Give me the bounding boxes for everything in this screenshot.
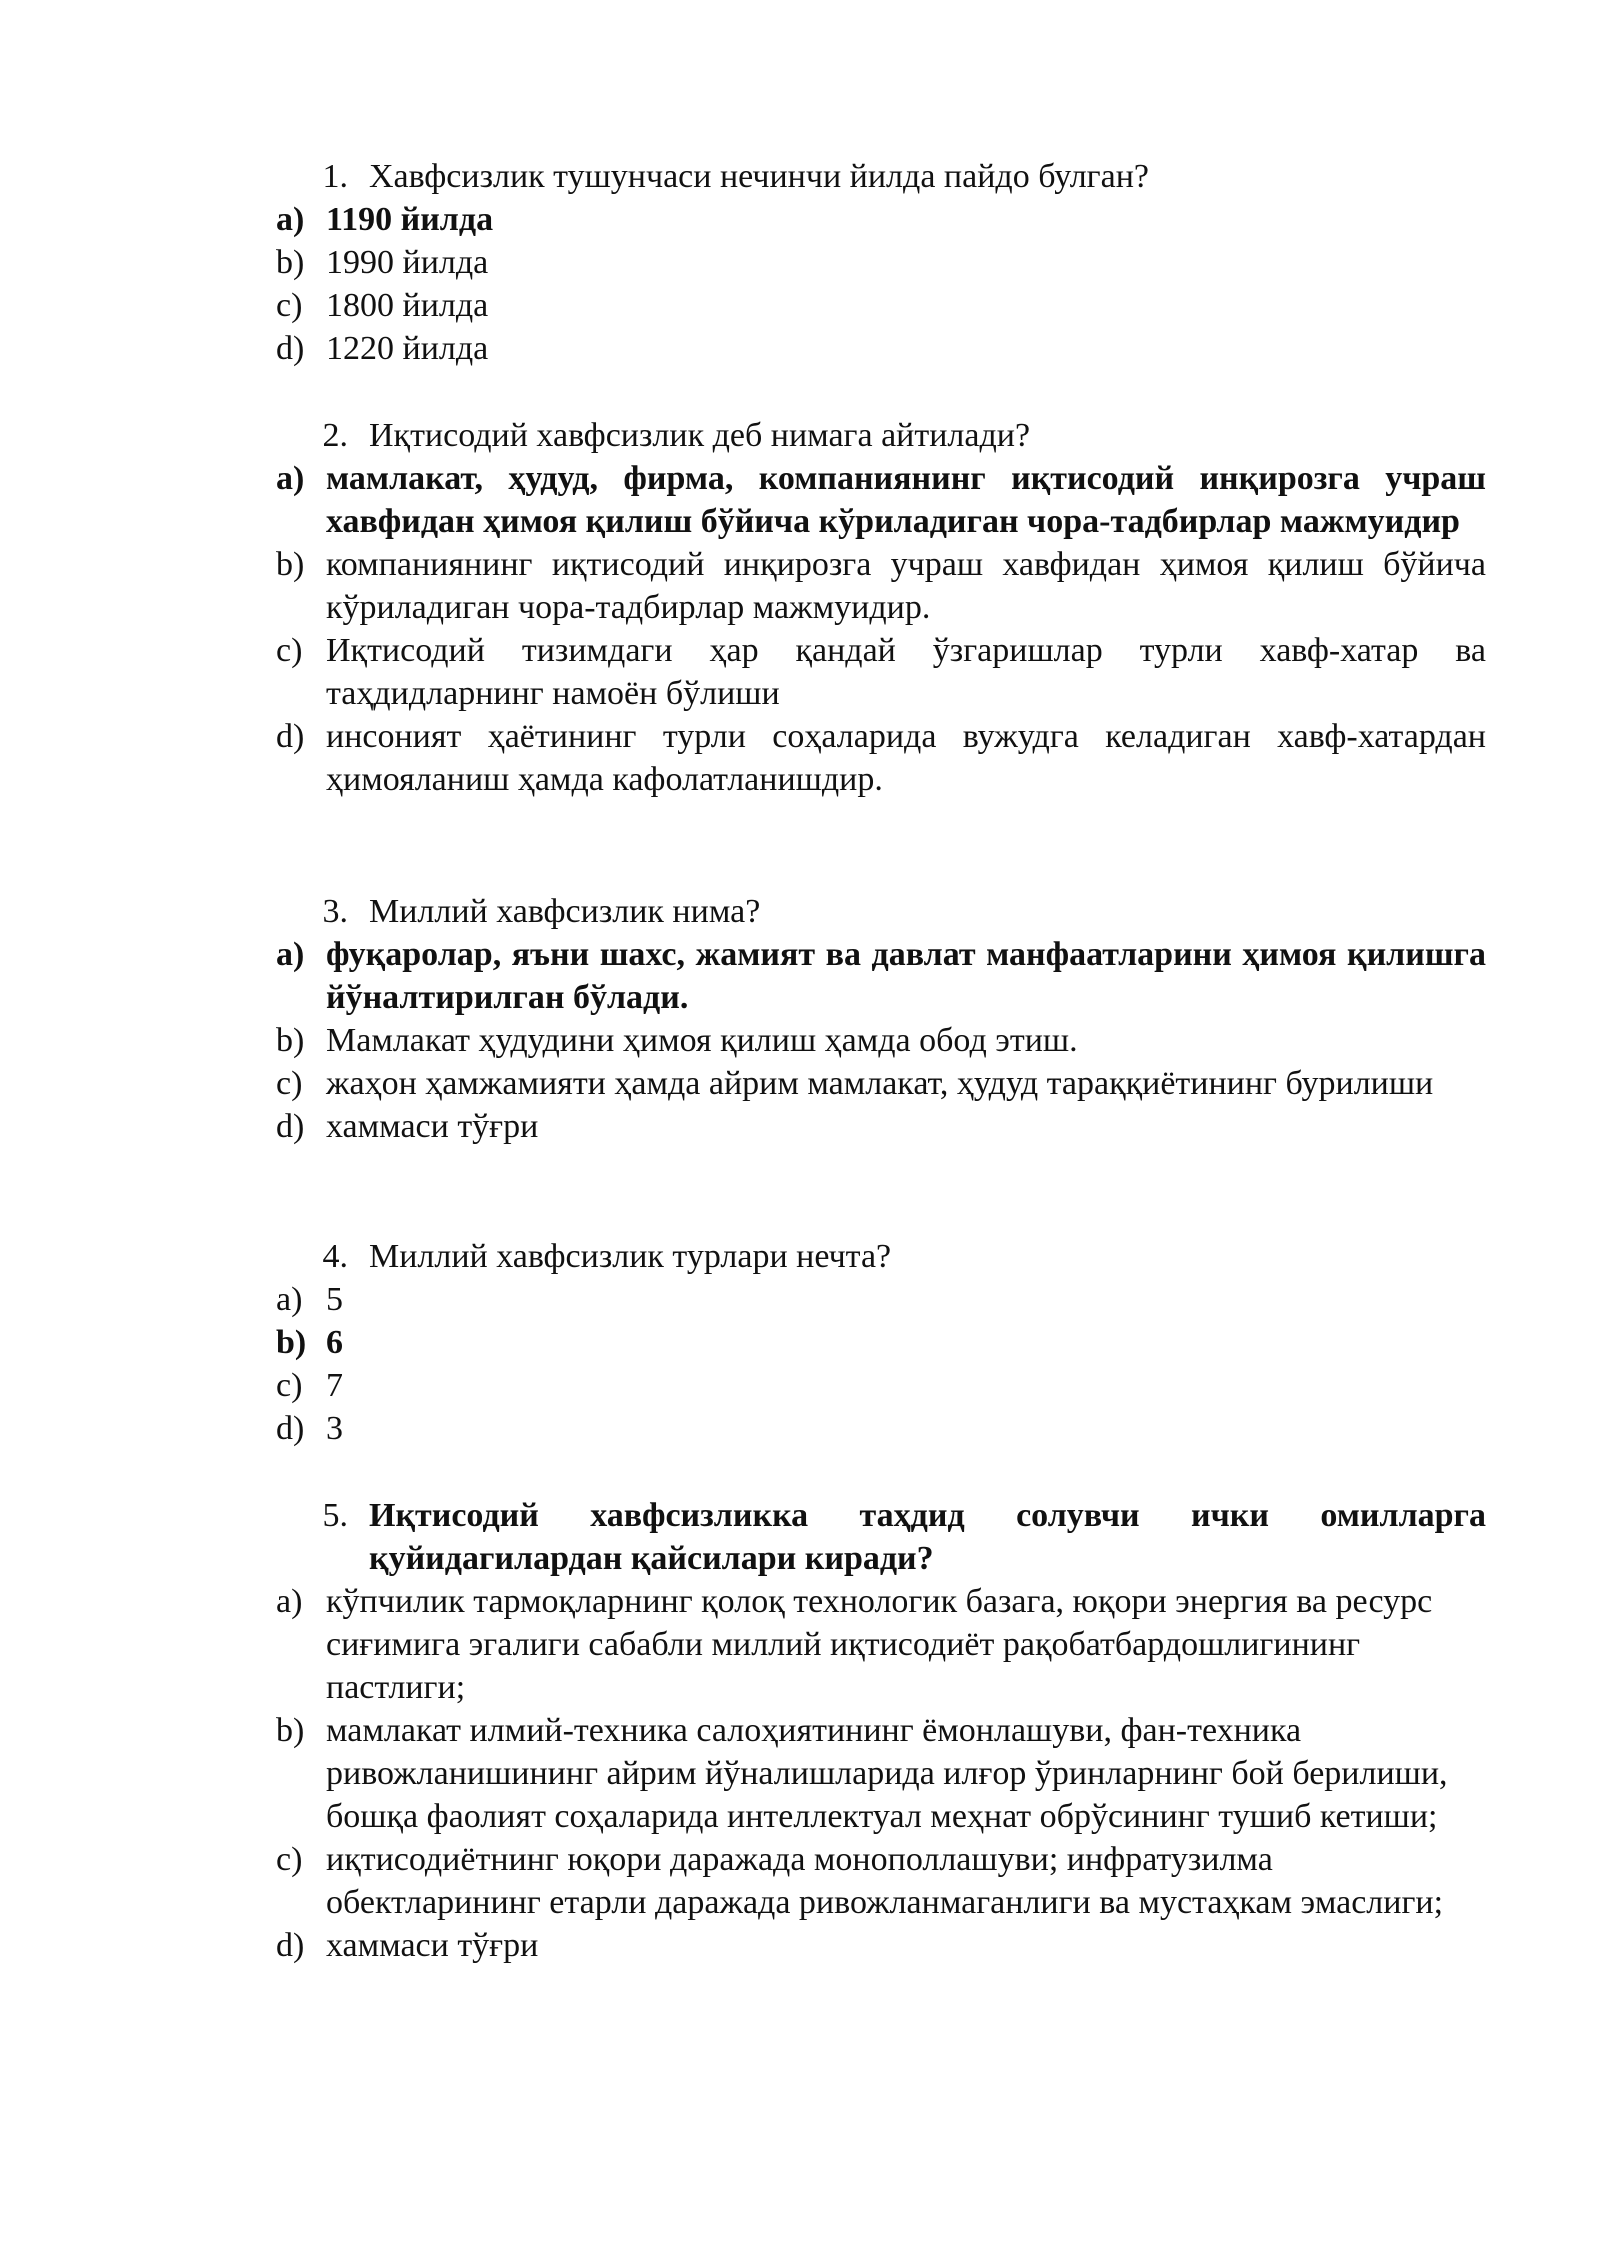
question-text: Иқтисодий хавфсизликка таҳдид солувчи ички омилларга қуйидагилардан қайсилари киради? — [369, 1497, 1486, 1577]
options-list-3 — [276, 933, 1486, 1148]
question-number: 5. — [322, 1497, 348, 1534]
option-b — [276, 543, 1486, 629]
option-a — [276, 457, 1486, 543]
option-label: a) — [276, 936, 305, 973]
option-label: b) — [276, 244, 305, 281]
option-b — [276, 1019, 1486, 1062]
options-list-2 — [276, 457, 1486, 801]
option-text: инсоният ҳаётининг турли соҳаларида вужудга келадиган хавф-хатардан ҳимояланиш ҳамда кафолатланишдир. — [326, 718, 1486, 798]
question-number: 4. — [322, 1238, 348, 1275]
option-c — [276, 284, 1486, 327]
options-list-5 — [276, 1580, 1486, 1967]
question-text: Иқтисодий хавфсизлик деб нимага айтилади? — [369, 417, 1031, 454]
option-text: 1800 йилда — [326, 287, 489, 324]
question-4 — [322, 1235, 1486, 1278]
option-d — [276, 1105, 1486, 1148]
option-text: хаммаси тўғри — [326, 1927, 539, 1964]
option-text: 5 — [326, 1281, 343, 1318]
option-d — [276, 327, 1486, 370]
option-label: c) — [276, 287, 303, 324]
option-text: 3 — [326, 1410, 343, 1447]
option-b — [276, 241, 1486, 284]
question-1 — [322, 155, 1486, 198]
option-label: c) — [276, 1065, 303, 1102]
option-text: иқтисодиётнинг юқори даражада монополлашуви; инфратузилма обектларининг етарли даражада ривожланмаганлиги ва мустаҳкам эмаслиги; — [326, 1841, 1444, 1921]
option-a — [276, 1580, 1486, 1709]
option-a — [276, 198, 1486, 241]
option-label: b) — [276, 1712, 305, 1749]
option-text: жаҳон ҳамжамияти ҳамда айрим мамлакат, ҳудуд тараққиётининг бурилиши — [326, 1065, 1434, 1102]
option-label: c) — [276, 1841, 303, 1878]
option-label: a) — [276, 1281, 303, 1318]
option-text: Иқтисодий тизимдаги ҳар қандай ўзгаришлар турли хавф-хатар ва таҳдидларнинг намоён бўлиши — [326, 632, 1486, 712]
options-list-1 — [276, 198, 1486, 370]
option-text: 1990 йилда — [326, 244, 489, 281]
question-number: 1. — [322, 158, 348, 195]
option-c — [276, 629, 1486, 715]
option-a — [276, 933, 1486, 1019]
option-text: фуқаролар, яъни шахс, жамият ва давлат манфаатларини ҳимоя қилишга йўналтирилган бўлади. — [326, 936, 1486, 1016]
option-label: a) — [276, 460, 305, 497]
option-label: b) — [276, 546, 305, 583]
option-text: 7 — [326, 1367, 343, 1404]
option-text: 6 — [326, 1324, 343, 1361]
option-b — [276, 1321, 1486, 1364]
option-label: b) — [276, 1324, 307, 1361]
option-label: d) — [276, 330, 305, 367]
question-text: Миллий хавфсизлик турлари нечта? — [369, 1238, 892, 1275]
question-number: 3. — [322, 893, 348, 930]
question-text: Хавфсизлик тушунчаси нечинчи йилда пайдо булган? — [369, 158, 1149, 195]
option-c — [276, 1062, 1486, 1105]
option-c — [276, 1838, 1486, 1924]
option-d — [276, 1407, 1486, 1450]
option-text: 1190 йилда — [326, 201, 494, 238]
question-3 — [322, 890, 1486, 933]
option-text: Мамлакат ҳудудини ҳимоя қилиш ҳамда обод этиш. — [326, 1022, 1078, 1059]
option-label: c) — [276, 632, 303, 669]
option-text: компаниянинг иқтисодий инқирозга учраш хавфидан ҳимоя қилиш бўйича кўриладиган чора-тадбирлар мажмуидир. — [326, 546, 1486, 626]
option-d — [276, 715, 1486, 801]
option-text: кўпчилик тармоқларнинг қолоқ технологик базага, юқори энергия ва ресурс сиғимига эгалиги сабабли миллий иқтисодиёт рақобатбардошлигининг пастлиги; — [326, 1583, 1433, 1706]
option-label: d) — [276, 1108, 305, 1145]
option-label: d) — [276, 1927, 305, 1964]
option-label: a) — [276, 1583, 303, 1620]
option-label: a) — [276, 201, 305, 238]
question-number: 2. — [322, 417, 348, 454]
options-list-4 — [276, 1278, 1486, 1450]
question-text: Миллий хавфсизлик нима? — [369, 893, 761, 930]
option-a — [276, 1278, 1486, 1321]
option-label: d) — [276, 1410, 305, 1447]
option-d — [276, 1924, 1486, 1967]
option-label: c) — [276, 1367, 303, 1404]
option-text: мамлакат, ҳудуд, фирма, компаниянинг иқтисодий инқирозга учраш хавфидан ҳимоя қилиш бўйича кўриладиган чора-тадбирлар мажмуидир — [326, 460, 1486, 540]
question-2 — [322, 414, 1486, 457]
option-c — [276, 1364, 1486, 1407]
option-text: 1220 йилда — [326, 330, 489, 367]
question-5 — [322, 1494, 1486, 1580]
option-label: d) — [276, 718, 305, 755]
option-label: b) — [276, 1022, 305, 1059]
option-b — [276, 1709, 1486, 1838]
option-text: хаммаси тўғри — [326, 1108, 539, 1145]
option-text: мамлакат илмий-техника салоҳиятининг ёмонлашуви, фан-техника ривожланишининг айрим йўналишларида илғор ўринларнинг бой берилиши, бошқа фаолият соҳаларида интеллектуал меҳнат обрўсининг тушиб кетиши; — [326, 1712, 1448, 1835]
